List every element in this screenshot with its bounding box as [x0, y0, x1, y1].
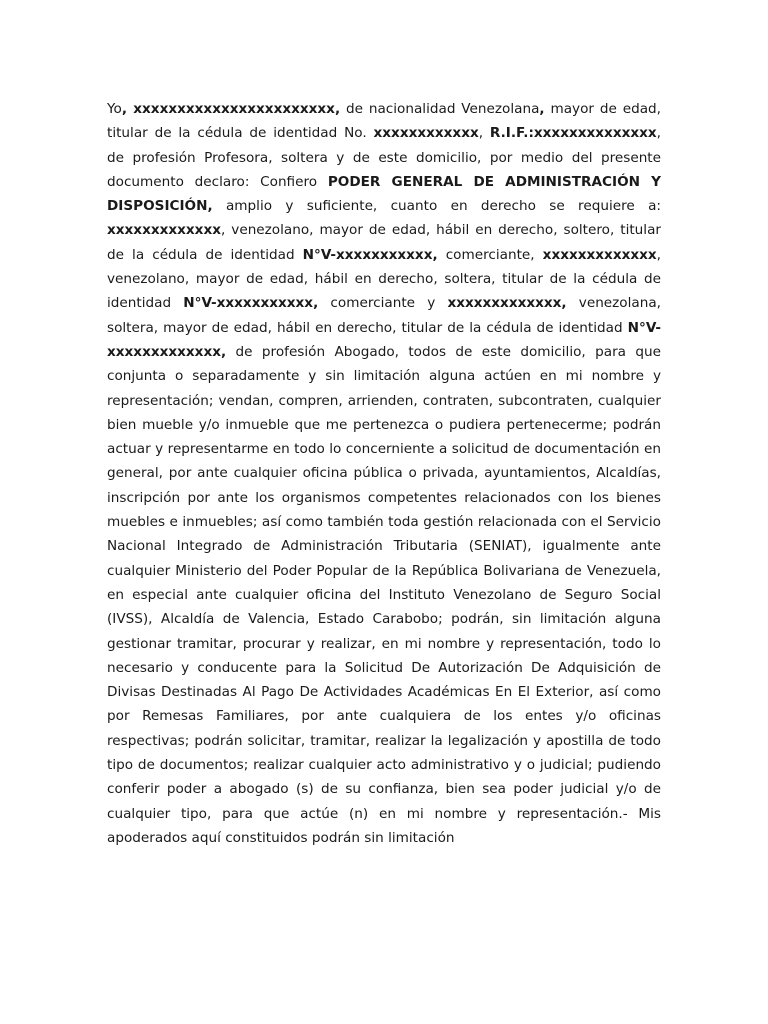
- bold-text-segment: PODER GENERAL DE ADMINISTRACIÓN Y DISPOSICIÓN,: [107, 173, 662, 215]
- text-segment: , de profesión Profesora, soltera y de este domicilio, por medio del presente documento declaro: Confiero: [107, 125, 661, 190]
- text-segment: de profesión Abogado, todos de este domicilio, para que conjunta o separadamente y sin limitación alguna actúen en mi nombre y representación; vendan, compren, arrienden, contraten, subcontraten, cualquier bien mueble y/o inmueble que me pertenezca o pudiera pertenecerme; podrán actuar y representarme en todo lo concerniente a solicitud de documentación en general, por ante cualquier oficina pública o privada, ayuntamientos, Alcaldías, inscripción por ante los organismos competentes relacionados con los bienes muebles e inmuebles; así como también toda gestión relacionada con el Servicio Nacional Integrado de Administración Tributaria (SENIAT), igualmente ante cualquier Ministerio del Poder Popular de la República Bolivariana de Venezuela, en especial ante cualquier oficina del Instituto Venezolano de Seguro Social (IVSS), Alcaldía de Valencia, Estado Carabobo; podrán, sin limitación alguna gestionar tramitar, procurar y realizar, en mi nombre y representación, todo lo necesario y conducente para la Solicitud De Autorización De Adquisición de Divisas Destinadas Al Pago De Actividades Académicas En El Exterior, así como por Remesas Familiares, por ante cualquiera de los entes y/o oficinas respectivas; podrán solicitar, tramitar, realizar la legalización y apostilla de todo tipo de documentos; realizar cualquier acto administrativo y o judicial; pudiendo conferir poder a abogado (s) de su confianza, bien sea poder judicial y/o de cualquier tipo, para que actúe (n) en mi nombre y representación.- Mis apoderados aquí constituidos podrán sin limitación: [107, 343, 661, 846]
- document-page: [107, 97, 661, 850]
- text-segment: Yo: [107, 101, 122, 117]
- text-segment: , venezolano, mayor de edad, hábil en derecho, soltera, titular de la cédula de identidad: [107, 246, 661, 312]
- text-segment: amplio y suficiente, cuanto en derecho se requiere a:: [212, 198, 661, 215]
- bold-text-segment: R.I.F.:xxxxxxxxxxxxxx: [489, 125, 657, 142]
- text-segment: venezolana, soltera, mayor de edad, hábil en derecho, titular de la cédula de identidad: [107, 295, 661, 336]
- text-segment: de nacionalidad Venezolana: [340, 101, 540, 117]
- bold-text-segment: xxxxxxxxxxxx: [373, 125, 479, 142]
- bold-text-segment: xxxxxxxxxxxxx: [542, 246, 657, 263]
- body-paragraph: [107, 97, 661, 850]
- text-segment: comerciante,: [437, 246, 543, 263]
- bold-text-segment: ,: [539, 101, 545, 117]
- bold-text-segment: N°V-xxxxxxxxxxx,: [302, 246, 438, 263]
- text-segment: comerciante y: [318, 295, 448, 312]
- bold-text-segment: , xxxxxxxxxxxxxxxxxxxxxxx,: [121, 101, 341, 117]
- bold-text-segment: N°V-xxxxxxxxxxx,: [183, 295, 319, 312]
- text-segment: ,: [478, 125, 490, 142]
- bold-text-segment: N°V-xxxxxxxxxxxxx,: [107, 319, 661, 360]
- text-segment: mayor de edad, titular de la cédula de identidad No.: [107, 101, 661, 142]
- bold-text-segment: xxxxxxxxxxxxx: [107, 222, 221, 239]
- text-segment: , venezolano, mayor de edad, hábil en derecho, soltero, titular de la cédula de identidad: [107, 222, 661, 263]
- bold-text-segment: xxxxxxxxxxxxx,: [447, 295, 567, 312]
